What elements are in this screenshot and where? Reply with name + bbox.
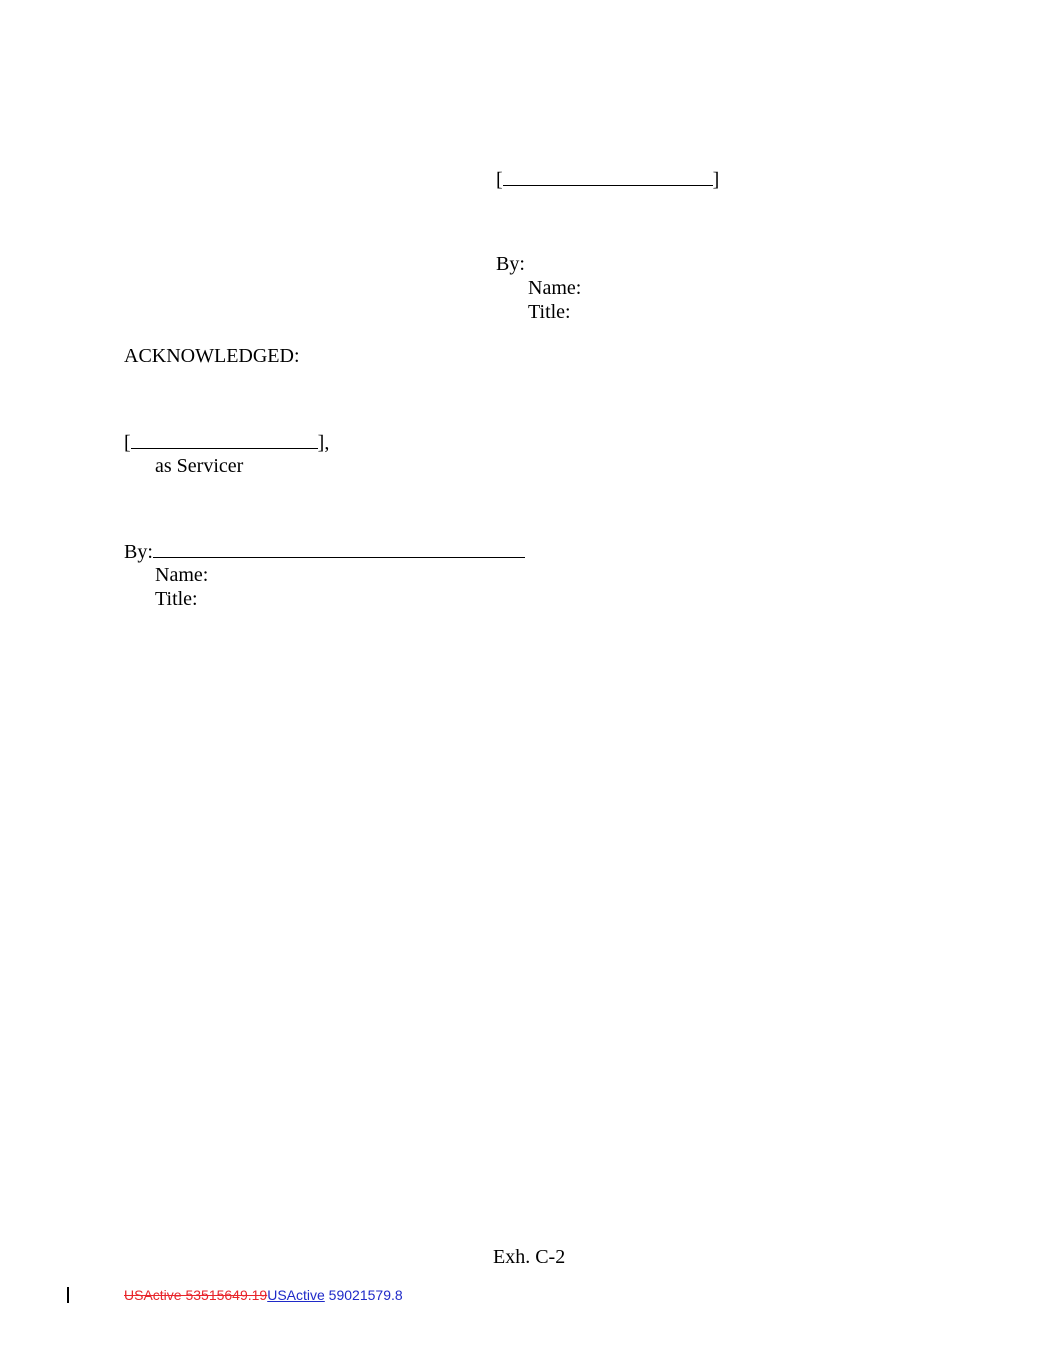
left-name-label: Name: xyxy=(155,564,209,586)
signature-line xyxy=(153,539,525,558)
bracket-open: [ xyxy=(124,432,131,454)
acknowledged-heading: ACKNOWLEDGED: xyxy=(124,345,300,367)
document-id-deleted: USActive 53515649.19 xyxy=(124,1287,268,1303)
blank-line xyxy=(131,430,318,449)
right-name-label: Name: xyxy=(528,277,582,299)
right-by-label: By: xyxy=(496,253,525,275)
page-label: Exh. C-2 xyxy=(493,1246,566,1268)
document-id-inserted-underlined: USActive xyxy=(267,1287,325,1303)
left-by-line xyxy=(124,539,525,564)
blank-line xyxy=(503,167,713,186)
servicer-name-blank xyxy=(124,430,329,455)
document-id xyxy=(124,1285,403,1305)
right-title-label: Title: xyxy=(528,301,571,323)
left-title-label: Title: xyxy=(155,588,198,610)
bracket-close: ], xyxy=(317,432,330,454)
as-servicer-label: as Servicer xyxy=(155,455,244,477)
document-id-inserted: 59021579.8 xyxy=(324,1287,403,1303)
left-by-label: By: xyxy=(124,541,153,563)
bracket-close: ] xyxy=(712,169,720,191)
bracket-open: [ xyxy=(496,169,503,191)
party-name-blank xyxy=(496,167,719,192)
change-bar xyxy=(67,1287,69,1303)
